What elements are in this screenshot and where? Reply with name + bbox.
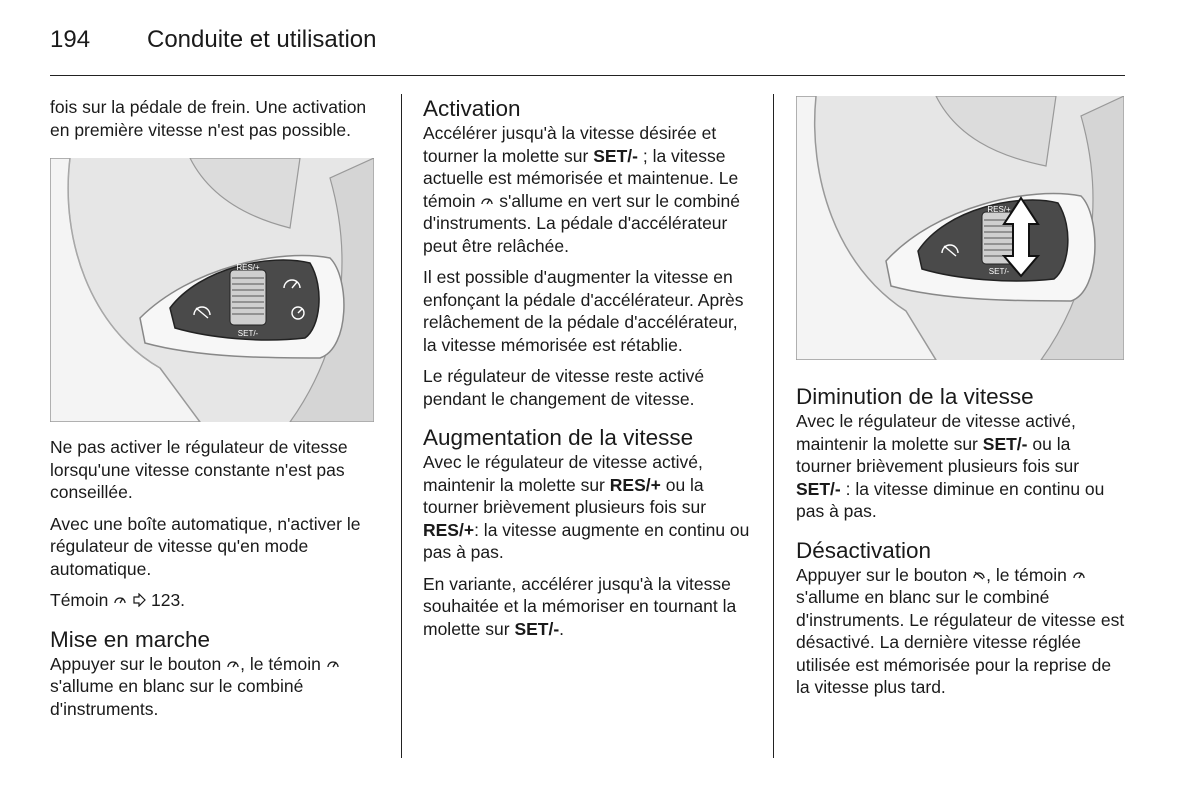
text-run: : la vitesse diminue en continu ou pas à pas. bbox=[796, 478, 1105, 521]
text-run: Avec le régulateur de vitesse activé, maintenir la molette sur bbox=[423, 452, 703, 495]
text-run: En variante, accélérer jusqu'à la vitesse souhaitée et la mémoriser en tournant la molette sur bbox=[423, 573, 737, 639]
paragraph: Avec une boîte automatique, n'activer le régulateur de vitesse qu'en mode automatique. bbox=[50, 513, 361, 579]
temoin-label: Témoin bbox=[50, 590, 109, 610]
text-run: , le témoin bbox=[986, 564, 1067, 585]
cross-reference-arrow-icon bbox=[132, 593, 146, 607]
set-label: SET/- bbox=[982, 433, 1028, 454]
text-run: ; la vitesse actuelle est mémorisée et maintenue. Le témoin bbox=[423, 145, 739, 211]
text-run: Appuyer sur le bouton bbox=[796, 564, 968, 585]
heading-activation: Activation bbox=[423, 96, 521, 121]
cruise-cancel-icon bbox=[972, 568, 986, 582]
column-3 bbox=[796, 96, 1126, 708]
text-run: s'allume en vert sur le combiné d'instruments. La pédale d'accélérateur peut être relâchée. bbox=[423, 190, 740, 256]
heading-mise-en-marche: Mise en marche bbox=[50, 626, 211, 652]
text-run: : la vitesse augmente en continu ou pas à pas. bbox=[423, 519, 750, 562]
steering-wheel-figure-2 bbox=[796, 96, 1124, 360]
heading-diminution: Diminution de la vitesse bbox=[796, 384, 1034, 409]
cruise-control-icon bbox=[226, 657, 240, 671]
text-run: Appuyer sur le bouton bbox=[50, 653, 222, 674]
page-header bbox=[50, 26, 1125, 76]
text-run: , le témoin bbox=[240, 653, 321, 674]
res-label: RES/+ bbox=[609, 474, 661, 495]
paragraph: Ne pas activer le régulateur de vitesse lorsqu'une vitesse constante n'est pas conseillée. bbox=[50, 437, 348, 502]
page-reference: 123. bbox=[150, 590, 186, 610]
column-divider-1 bbox=[401, 94, 402, 758]
heading-desactivation: Désactivation bbox=[796, 537, 932, 563]
paragraph: fois sur la pédale de frein. Une activation en première vitesse n'est pas possible. bbox=[50, 97, 367, 140]
steering-wheel-figure-1 bbox=[50, 158, 374, 422]
paragraph bbox=[423, 573, 753, 641]
paragraph bbox=[50, 653, 380, 721]
paragraph bbox=[796, 410, 1126, 523]
set-label: SET/- bbox=[514, 618, 560, 639]
paragraph bbox=[796, 564, 1126, 699]
paragraph: Le régulateur de vitesse reste activé pendant le changement de vitesse. bbox=[423, 366, 705, 409]
set-label: SET/- bbox=[593, 145, 638, 166]
text-run: ou la tourner brièvement plusieurs fois sur bbox=[423, 474, 707, 517]
heading-augmentation: Augmentation de la vitesse bbox=[423, 425, 694, 450]
text-run: Avec le régulateur de vitesse activé, maintenir la molette sur bbox=[796, 411, 1076, 454]
cruise-control-icon bbox=[113, 593, 127, 607]
paragraph bbox=[423, 451, 753, 564]
cruise-control-icon bbox=[480, 194, 494, 208]
header-divider bbox=[50, 75, 1125, 76]
wheel-res-label: RES/+ bbox=[987, 205, 1011, 214]
section-title: Conduite et utilisation bbox=[147, 26, 377, 53]
cruise-control-icon bbox=[1072, 568, 1086, 582]
paragraph: Il est possible d'augmenter la vitesse en enfonçant la pédale d'accélérateur. Après relâchement de la pédale d'accélérateur, la vitesse mémorisée est rétablie. bbox=[423, 267, 744, 355]
page-number: 194 bbox=[50, 26, 91, 53]
column-1 bbox=[50, 96, 380, 729]
column-2 bbox=[423, 96, 753, 649]
wheel-res-label: RES/+ bbox=[236, 263, 260, 272]
wheel-set-label: SET/- bbox=[237, 329, 259, 338]
set-label: SET/- bbox=[796, 478, 841, 499]
text-run: . bbox=[559, 618, 565, 639]
column-divider-2 bbox=[773, 94, 774, 758]
text-run: s'allume en blanc sur le combiné d'instruments. bbox=[50, 676, 304, 719]
wheel-set-label: SET/- bbox=[988, 267, 1010, 276]
text-run: s'allume en blanc sur le combiné d'instruments. Le régulateur de vitesse est désactivé. La dernière vitesse réglée utilisée est mémorisée pour la reprise de la vitesse plus tard. bbox=[796, 587, 1125, 697]
paragraph bbox=[423, 122, 753, 257]
res-label: RES/+ bbox=[423, 519, 475, 540]
cruise-control-icon bbox=[326, 657, 340, 671]
paragraph bbox=[50, 589, 380, 612]
text-run: Accélérer jusqu'à la vitesse désirée et tourner la molette sur bbox=[423, 123, 717, 166]
text-run: ou la tourner brièvement plusieurs fois sur bbox=[796, 433, 1080, 476]
